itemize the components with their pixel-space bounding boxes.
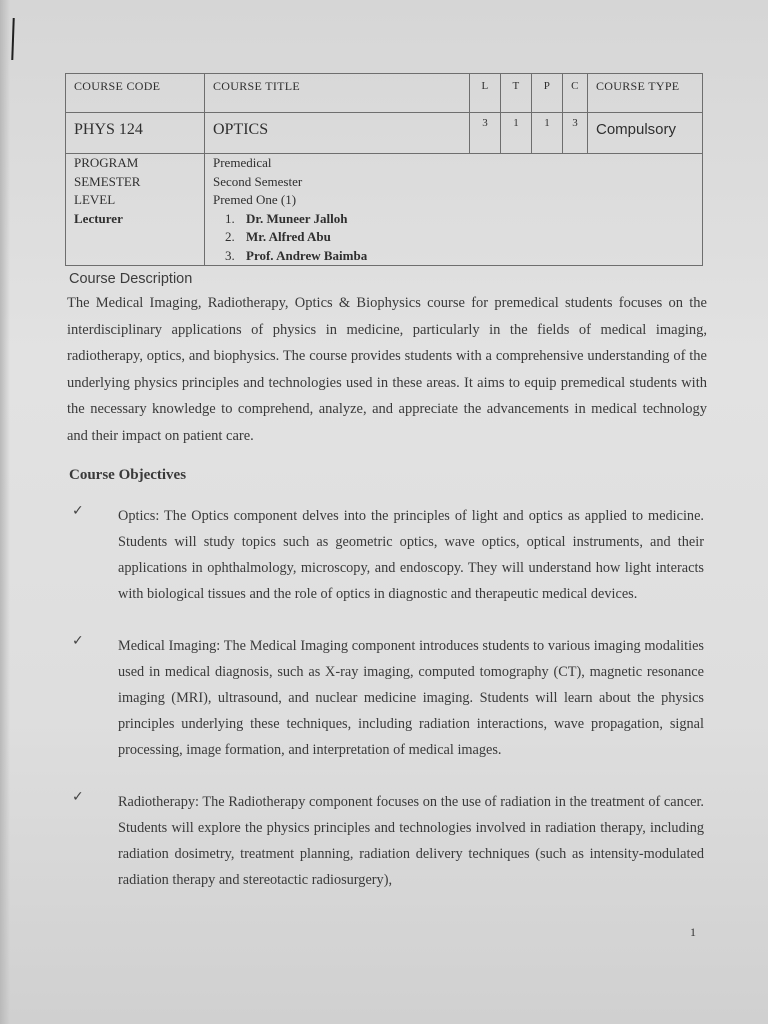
- header-p: P: [532, 74, 563, 113]
- label-semester: SEMESTER: [74, 173, 141, 189]
- pen-margin-mark: [11, 18, 14, 60]
- lecturer-item: [213, 247, 702, 266]
- page-number: 1: [690, 925, 696, 939]
- objective-item-radiotherapy: [72, 789, 704, 893]
- course-description-heading: Course Description: [69, 271, 193, 287]
- t-value: 1: [501, 113, 532, 154]
- objective-item-optics: [72, 503, 704, 607]
- objective-item-medical-imaging: [72, 633, 704, 763]
- table-values-row: [66, 113, 703, 154]
- info-labels: [66, 154, 205, 266]
- p-value: 1: [532, 113, 563, 154]
- lecturer-number: 3.: [225, 247, 235, 263]
- course-info-table: [65, 73, 703, 266]
- course-code-value: PHYS 124: [66, 113, 205, 154]
- lecturer-item: [213, 210, 702, 229]
- header-l: L: [470, 74, 501, 113]
- header-c: C: [563, 74, 588, 113]
- c-value: 3: [563, 113, 588, 154]
- lecturer-name: Prof. Andrew Baimba: [246, 247, 368, 263]
- label-lecturer: Lecturer: [74, 210, 123, 226]
- label-program: PROGRAM: [74, 155, 139, 170]
- course-type-value: Compulsory: [588, 113, 703, 154]
- table-info-row: [66, 154, 703, 266]
- lecturer-name: Dr. Muneer Jalloh: [246, 210, 348, 226]
- checkmark-icon: ✓: [72, 503, 84, 519]
- header-course-title: COURSE TITLE: [205, 74, 470, 113]
- checkmark-icon: ✓: [72, 633, 84, 649]
- header-course-code: COURSE CODE: [66, 74, 205, 113]
- lecturer-name: Mr. Alfred Abu: [246, 229, 331, 244]
- page-edge-shadow: [0, 0, 10, 1024]
- lecturer-number: 1.: [225, 210, 235, 226]
- lecturer-item: [213, 228, 702, 247]
- semester-value: Second Semester: [213, 173, 303, 189]
- table-header-row: [66, 74, 703, 113]
- objective-text: Optics: The Optics component delves into the principles of light and optics as applied to medicine. Students will study topics such as geometric optics, wave optics, optical instruments, and their applications in ophthalmology, microscopy, and endoscopy. They will understand how light interacts with biological tissues and the role of optics in diagnostic and therapeutic medical devices.: [118, 508, 704, 603]
- info-values: [205, 154, 703, 266]
- checkmark-icon: ✓: [72, 789, 84, 805]
- header-t: T: [501, 74, 532, 113]
- program-value: Premedical: [213, 155, 272, 170]
- course-description-text: The Medical Imaging, Radiotherapy, Optics & Biophysics course for premedical students focuses on the interdisciplinary applications of physics in medicine, particularly in the fields of medical imaging, radiotherapy, optics, and biophysics. The course provides students with a comprehensive understanding of the underlying physics principles and technologies used in these areas. It aims to equip premedical students with the necessary knowledge to comprehend, analyze, and appreciate the advancements in medical technology and their impact on patient care.: [67, 295, 707, 444]
- l-value: 3: [470, 113, 501, 154]
- level-value: Premed One (1): [213, 192, 297, 207]
- header-course-type: COURSE TYPE: [588, 74, 703, 113]
- lecturer-number: 2.: [225, 229, 235, 244]
- course-title-value: OPTICS: [205, 113, 470, 154]
- objective-text: Radiotherapy: The Radiotherapy component focuses on the use of radiation in the treatment of cancer. Students will explore the physics principles and technologies involved in radiation therapy, including radiation dosimetry, treatment planning, radiation delivery techniques (such as intensity-modulated radiation therapy and stereotactic radiosurgery),: [118, 794, 704, 889]
- label-level: LEVEL: [74, 192, 116, 207]
- objective-text: Medical Imaging: The Medical Imaging component introduces students to various imaging modalities used in medical diagnosis, such as X-ray imaging, computed tomography (CT), magnetic resonance imaging (MRI), ultrasound, and nuclear medicine imaging. Students will learn about the physics principles underlying these techniques, including radiation interactions, wave propagation, signal processing, image formation, and interpretation of medical images.: [118, 638, 704, 759]
- course-objectives-heading: Course Objectives: [69, 467, 187, 483]
